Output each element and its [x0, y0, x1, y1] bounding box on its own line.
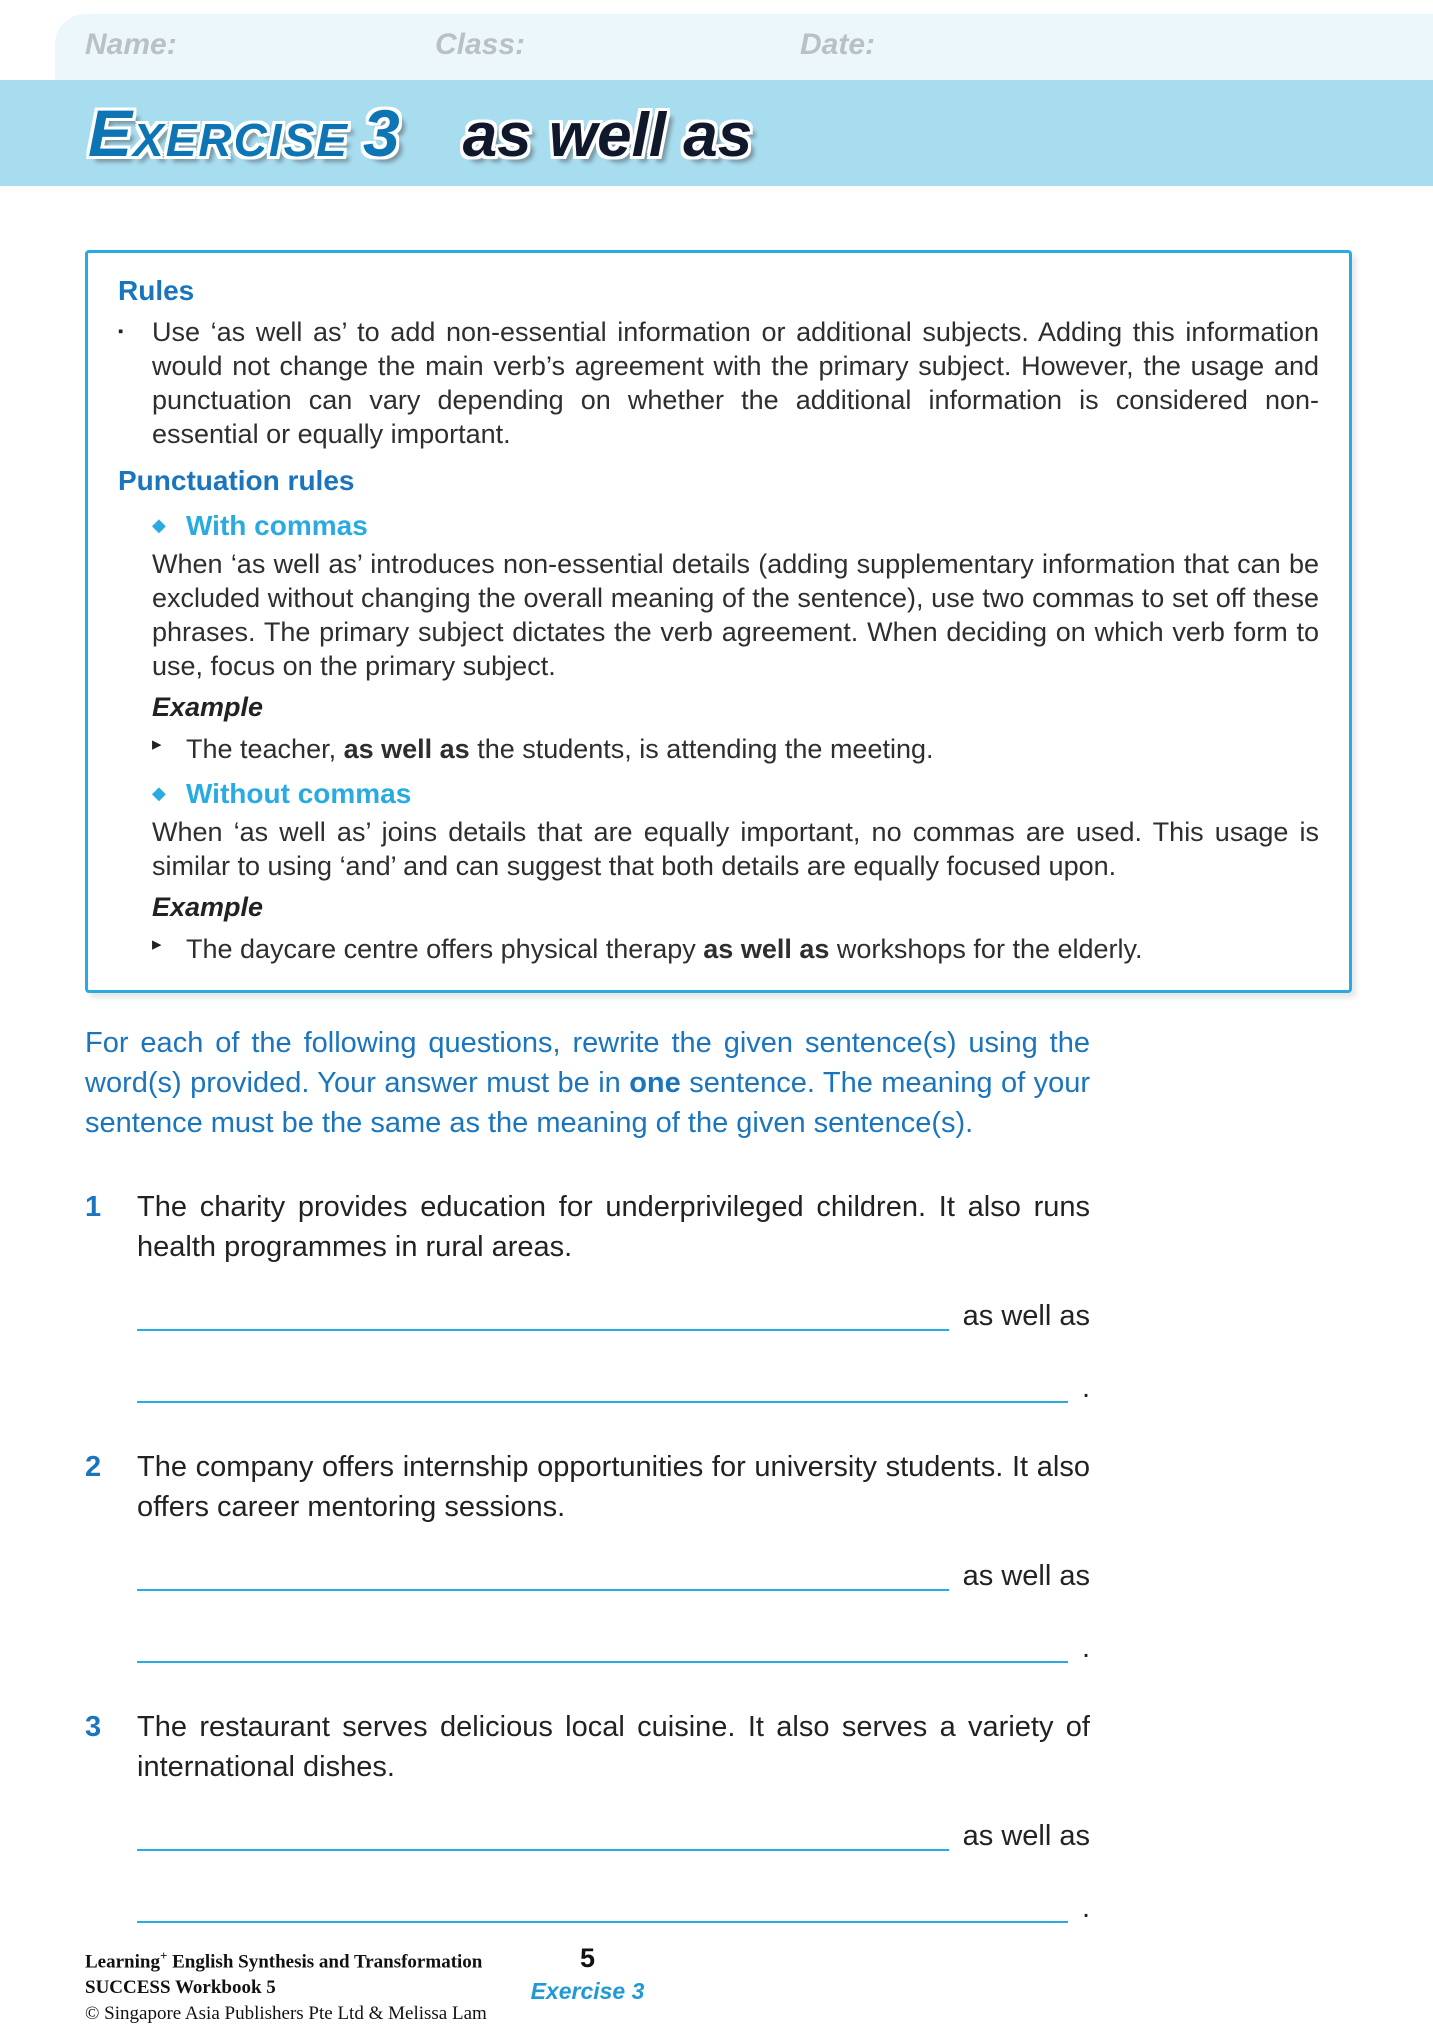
with-commas-example-text — [186, 732, 1319, 766]
footer-copyright-line: © Singapore Asia Publishers Pte Ltd & Melissa Lam — [85, 2003, 487, 2025]
footer-exercise-label: Exercise 3 — [530, 1978, 645, 2004]
question-body — [137, 1707, 1090, 1923]
answer-row — [137, 1557, 1090, 1591]
diamond-bullet-icon: ◆ — [152, 515, 166, 535]
example-suffix: the students, is attending the meeting. — [469, 734, 934, 764]
rules-heading: Rules — [118, 275, 195, 306]
exercise-title-number: 3 — [362, 96, 401, 170]
name-field-label: Name: — [85, 28, 177, 61]
without-commas-example-text — [186, 932, 1319, 966]
answer-row — [137, 1369, 1090, 1403]
diamond-bullet-icon: ◆ — [152, 783, 166, 803]
with-commas-heading: With commas — [186, 510, 368, 541]
answer-line — [137, 1889, 1068, 1923]
footer-brand-sup: + — [159, 1948, 168, 1963]
square-bullet-icon: ▪ — [118, 323, 124, 340]
exercise-number-title — [88, 95, 401, 171]
question-text: The charity provides education for underprivileged children. It also runs health programmes in rural areas. — [137, 1191, 1090, 1263]
name-class-date-bar — [55, 14, 1433, 80]
footer-series: English Synthesis and Transformation — [167, 1951, 483, 1973]
without-commas-example-label: Example — [152, 892, 264, 922]
question-text: The company offers internship opportunities for university students. It also offers career mentoring sessions. — [137, 1451, 1090, 1523]
answer-suffix: as well as — [962, 1820, 1090, 1852]
with-commas-heading-row — [152, 508, 1319, 543]
with-commas-example-item — [152, 728, 1319, 766]
without-commas-section — [152, 776, 1319, 966]
instructions-bold: one — [629, 1067, 681, 1099]
question-body — [137, 1187, 1090, 1403]
answer-line — [137, 1369, 1068, 1403]
question-number: 1 — [85, 1191, 102, 1223]
question-number: 3 — [85, 1711, 102, 1743]
question-3 — [85, 1707, 1090, 1923]
exercise-phrase-title: as well as — [462, 101, 753, 170]
exercise-title-initial: E — [88, 96, 134, 170]
question-1 — [85, 1187, 1090, 1403]
date-field-label: Date: — [800, 28, 876, 61]
footer-workbook-line: SUCCESS Workbook 5 — [85, 1977, 276, 1999]
arrow-bullet-icon: ▸ — [152, 734, 162, 755]
answer-period: . — [1081, 1372, 1090, 1404]
answer-suffix: as well as — [962, 1560, 1090, 1592]
answer-period: . — [1081, 1892, 1090, 1924]
answer-row — [137, 1297, 1090, 1331]
example-prefix: The teacher, — [186, 734, 344, 764]
rules-text: Use ‘as well as’ to add non-essential information or additional subjects. Adding this information would not change the main verb’s agreement with the primary subject. However, the usage and punctuation can vary depending on whether the additional information is considered non-essential or equally important. — [152, 317, 1319, 449]
exercise-title-band — [0, 80, 1433, 186]
instructions-part2: sentence. The meaning of your sentence must be the same as the meaning of the given sentence(s). — [85, 1067, 1090, 1139]
answer-line — [137, 1629, 1068, 1663]
instructions-part1: For each of the following questions, rewrite the given sentence(s) using the word(s) provided. Your answer must be in — [85, 1027, 1090, 1099]
answer-line — [137, 1817, 949, 1851]
answer-row — [137, 1889, 1090, 1923]
answer-period: . — [1081, 1632, 1090, 1664]
with-commas-body: When ‘as well as’ introduces non-essential details (adding supplementary information that can be excluded without changing the overall meaning of the sentence), use two commas to set off these phrases. The primary subject dictates the verb agreement. When deciding on which verb form to use, focus on the primary subject. — [152, 549, 1319, 681]
with-commas-section — [152, 508, 1319, 766]
answer-line — [137, 1297, 949, 1331]
example-bold-phrase: as well as — [703, 934, 830, 964]
example-prefix: The daycare centre offers physical therapy — [186, 934, 704, 964]
instructions — [85, 1023, 1090, 1143]
question-body — [137, 1447, 1090, 1663]
without-commas-example-item — [152, 928, 1319, 966]
answer-suffix: as well as — [962, 1300, 1090, 1332]
exercise-title — [0, 95, 752, 171]
without-commas-heading: Without commas — [186, 778, 412, 809]
answer-row — [137, 1629, 1090, 1663]
page-number: 5 — [579, 1943, 596, 1973]
question-text: The restaurant serves delicious local cuisine. It also serves a variety of international dishes. — [137, 1711, 1090, 1783]
main-content — [85, 250, 1352, 2027]
rules-box — [85, 250, 1352, 993]
punctuation-rules-heading: Punctuation rules — [118, 465, 355, 496]
without-commas-body: When ‘as well as’ joins details that are equally important, no commas are used. This usage is similar to using ‘and’ and can suggest that both details are equally focused upon. — [152, 817, 1319, 881]
without-commas-heading-row — [152, 776, 1319, 811]
page-footer — [85, 1943, 1090, 2027]
class-field-label: Class: — [435, 28, 526, 61]
example-bold-phrase: as well as — [343, 734, 470, 764]
answer-row — [137, 1817, 1090, 1851]
page-number-block — [85, 1943, 1090, 2005]
answer-line — [137, 1557, 949, 1591]
with-commas-example-label: Example — [152, 692, 264, 722]
arrow-bullet-icon: ▸ — [152, 934, 162, 955]
exercise-title-rest: XERCISE — [133, 114, 349, 166]
rules-bullet-item — [118, 315, 1319, 451]
footer-brand: Learning — [85, 1951, 160, 1973]
question-number: 2 — [85, 1451, 102, 1483]
example-suffix: workshops for the elderly. — [829, 934, 1143, 964]
question-2 — [85, 1447, 1090, 1663]
